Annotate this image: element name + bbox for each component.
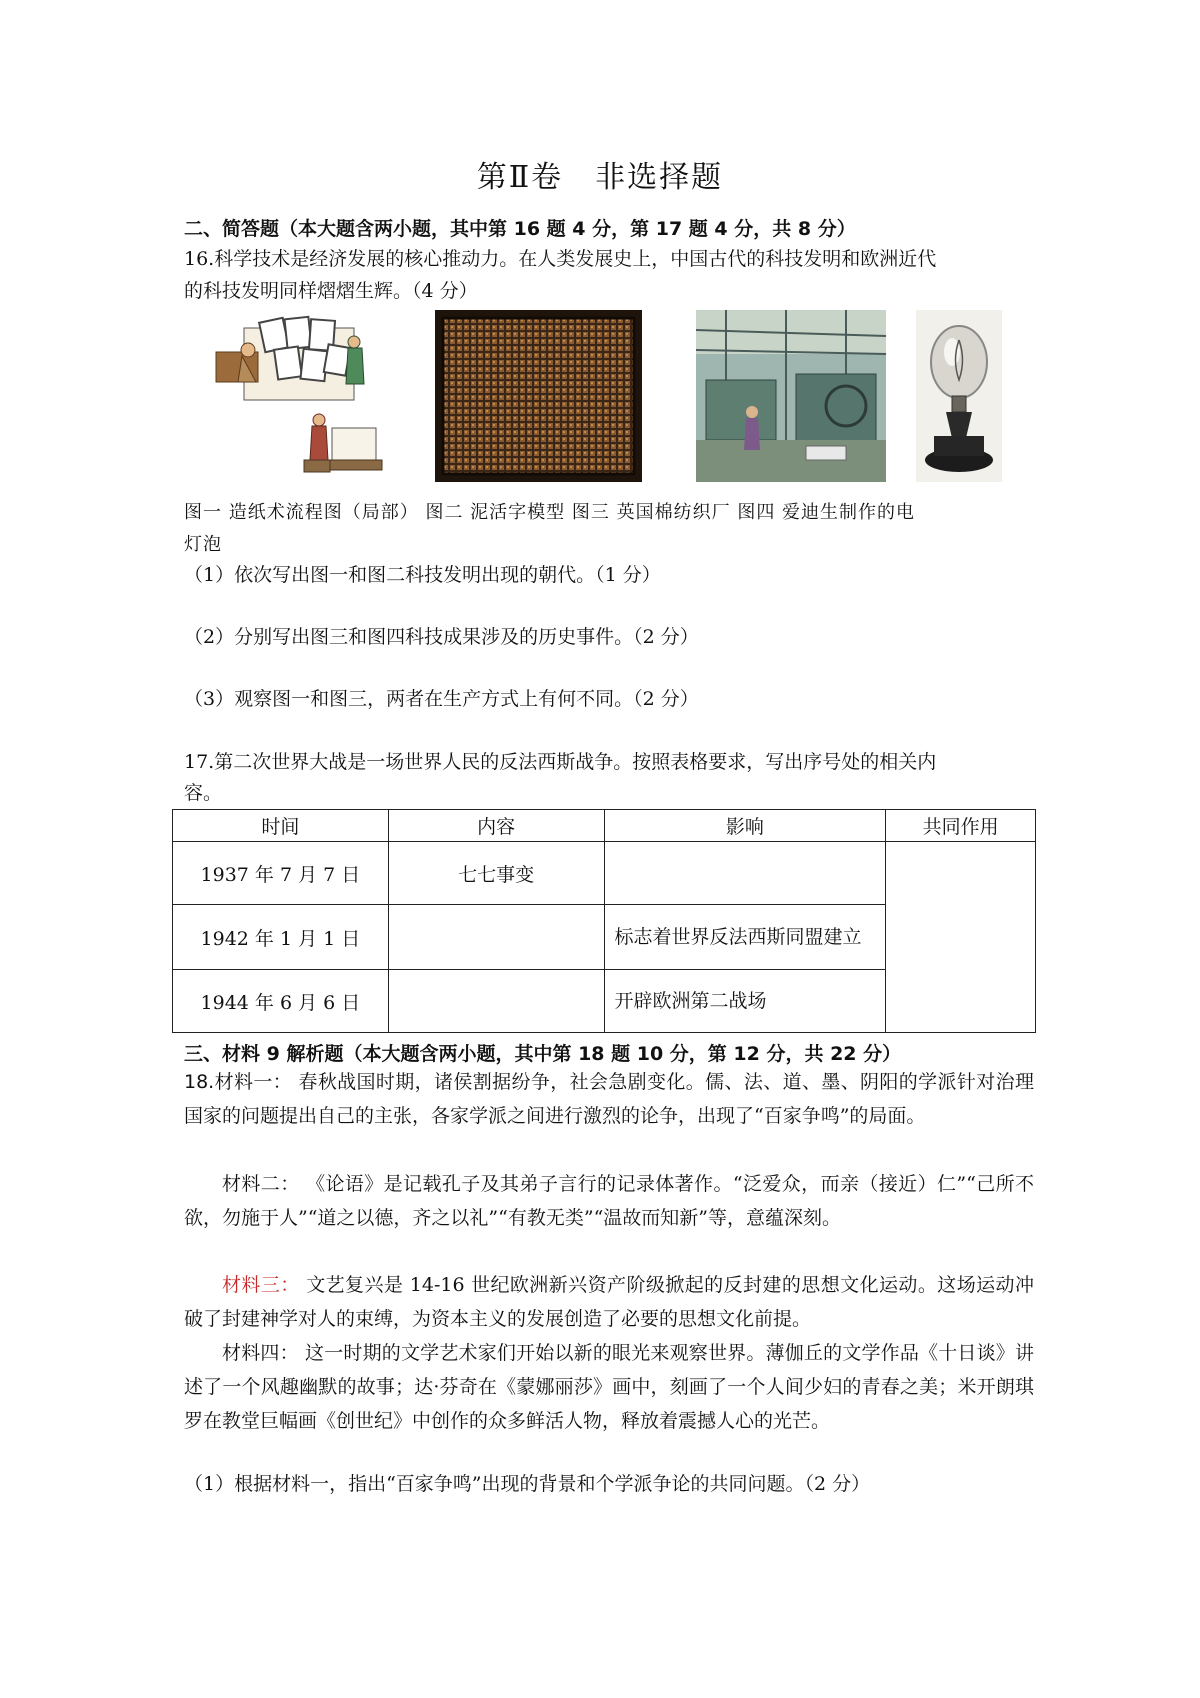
cell-effect: 标志着世界反法西斯同盟建立 bbox=[604, 905, 886, 970]
clay-movable-type-image bbox=[435, 310, 642, 482]
table-header-row bbox=[173, 810, 1036, 842]
q16-sub-question-1: （1）依次写出图一和图二科技发明出现的朝代。（1 分） bbox=[184, 564, 661, 586]
material-1-text: 春秋战国时期，诸侯割据纷争，社会急剧变化。儒、法、道、墨、阴阳的学派针对治理国家的问题提出自己的主张，各家学派之间进行激烈的论争，出现了“百家争鸣”的局面。 bbox=[184, 1071, 1034, 1127]
cell-time: 1942 年 1 月 1 日 bbox=[173, 905, 389, 970]
q18-sub-question-1: （1）根据材料一，指出“百家争鸣”出现的背景和个学派争论的共同问题。（2 分） bbox=[184, 1473, 871, 1495]
header-content: 内容 bbox=[388, 810, 604, 842]
material-1-label: 18.材料一： bbox=[184, 1071, 293, 1093]
header-time: 时间 bbox=[173, 810, 389, 842]
figure-caption-line-1: 图一 造纸术流程图（局部） 图二 泥活字模型 图三 英国棉纺织厂 图四 爱迪生制作的电 bbox=[184, 502, 916, 523]
material-4-label: 材料四： bbox=[222, 1342, 299, 1364]
material-2-label: 材料二： bbox=[222, 1173, 300, 1195]
q17-text-line-1: 17.第二次世界大战是一场世界人民的反法西斯战争。按照表格要求，写出序号处的相关内 bbox=[184, 751, 937, 773]
figure-caption-line-2: 灯泡 bbox=[184, 534, 222, 555]
page-title: 第Ⅱ卷 非选择题 bbox=[476, 160, 724, 195]
q16-text-line-1: 16.科学技术是经济发展的核心推动力。在人类发展史上，中国古代的科技发明和欧洲近代 bbox=[184, 248, 937, 270]
q16-text-line-2: 的科技发明同样熠熠生辉。（4 分） bbox=[184, 280, 478, 302]
cell-effect bbox=[604, 842, 886, 905]
material-2 bbox=[184, 1167, 1034, 1235]
material-4 bbox=[184, 1336, 1034, 1438]
cell-time: 1937 年 7 月 7 日 bbox=[173, 842, 389, 905]
header-effect: 影响 bbox=[604, 810, 886, 842]
ww2-events-table bbox=[172, 809, 1036, 1033]
material-1 bbox=[184, 1065, 1034, 1133]
q16-sub-question-3: （3）观察图一和图三，两者在生产方式上有何不同。（2 分） bbox=[184, 688, 699, 710]
material-3 bbox=[184, 1268, 1034, 1336]
cell-common-role bbox=[886, 842, 1036, 1033]
section-3-heading: 三、材料 9 解析题（本大题含两小题，其中第 18 题 10 分，第 12 分，共 22 分） bbox=[184, 1043, 902, 1065]
material-3-label: 材料三： bbox=[222, 1274, 300, 1296]
cell-content bbox=[388, 970, 604, 1033]
q16-sub-question-2: （2）分别写出图三和图四科技成果涉及的历史事件。（2 分） bbox=[184, 626, 699, 648]
cell-content bbox=[388, 905, 604, 970]
material-3-text: 文艺复兴是 14-16 世纪欧洲新兴资产阶级掀起的反封建的思想文化运动。这场运动冲破了封建神学对人的束缚，为资本主义的发展创造了必要的思想文化前提。 bbox=[184, 1274, 1034, 1330]
cell-content: 七七事变 bbox=[388, 842, 604, 905]
material-4-text: 这一时期的文学艺术家们开始以新的眼光来观察世界。薄伽丘的文学作品《十日谈》讲述了一个风趣幽默的故事；达·芬奇在《蒙娜丽莎》画中，刻画了一个人间少妇的青春之美；米开朗琪罗在教堂巨幅画《创世纪》中创作的众多鲜活人物，释放着震撼人心的光芒。 bbox=[184, 1342, 1034, 1432]
q16-figures bbox=[184, 310, 1034, 490]
figure-captions bbox=[184, 497, 1034, 561]
edison-light-bulb-image bbox=[916, 310, 1002, 482]
cell-effect: 开辟欧洲第二战场 bbox=[604, 970, 886, 1033]
table-row bbox=[173, 842, 1036, 905]
cell-time: 1944 年 6 月 6 日 bbox=[173, 970, 389, 1033]
cotton-mill-image bbox=[696, 310, 886, 482]
header-common-role: 共同作用 bbox=[886, 810, 1036, 842]
papermaking-illustration bbox=[204, 310, 399, 480]
material-2-text: 《论语》是记载孔子及其弟子言行的记录体著作。“泛爱众，而亲（接近）仁”“己所不欲，勿施于人”“道之以德，齐之以礼”“有教无类”“温故而知新”等，意蕴深刻。 bbox=[184, 1173, 1034, 1229]
q17-text-line-2: 容。 bbox=[184, 782, 223, 804]
section-2-heading: 二、简答题（本大题含两小题，其中第 16 题 4 分，第 17 题 4 分，共 8 分） bbox=[184, 218, 856, 240]
